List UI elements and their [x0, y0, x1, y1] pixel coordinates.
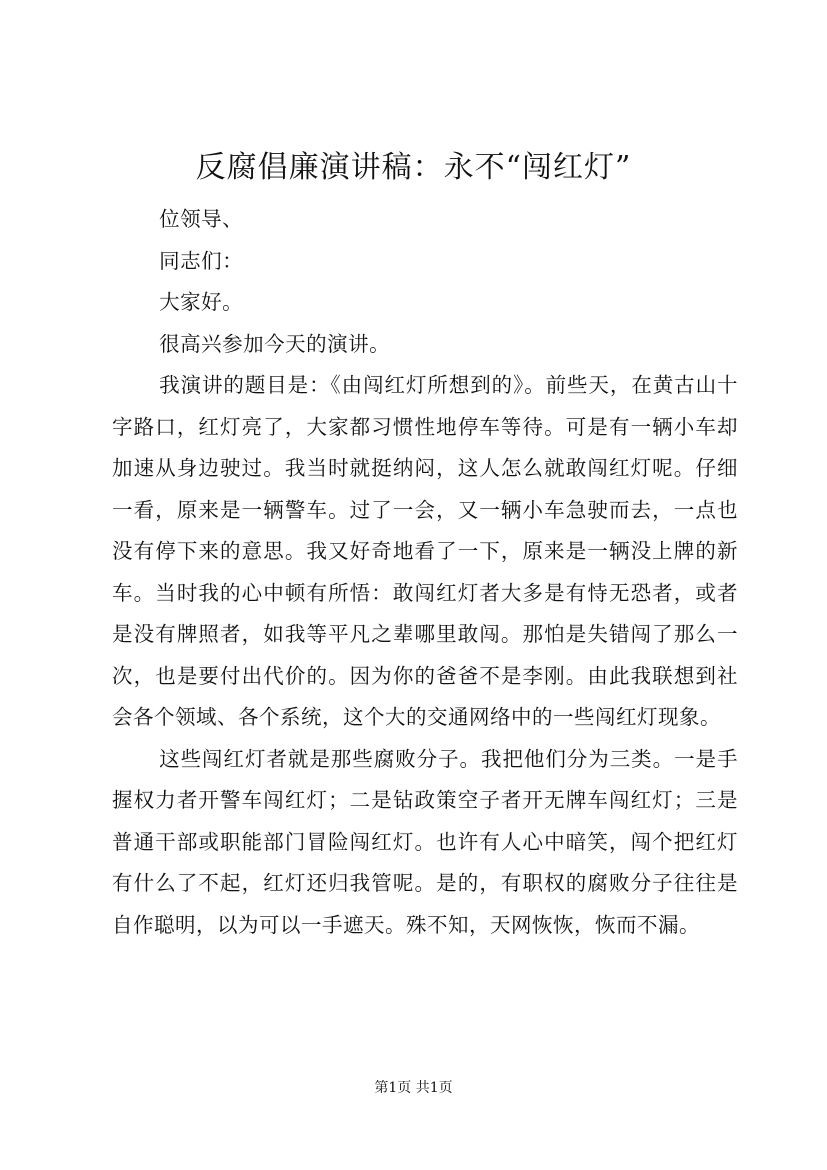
page-footer: 第1页 共1页: [374, 1080, 453, 1096]
document-title: 反腐倡廉演讲稿：永不“闯红灯”: [195, 150, 632, 185]
paragraph: 我演讲的题目是：《由闯红灯所想到的》。前些天，在黄古山十字路口，红灯亮了，大家都习惯性地停车等待。可是有一辆小车却加速从身边驶过。我当时就挺纳闷，这人怎么就敢闯红灯呢。仔细一看，原来是一辆警车。过了一会，又一辆小车急驶而去，一点也没有停下来的意思。我又好奇地看了一下，原来是一辆没上牌的新车。当时我的心中顿有所悟：敢闯红灯者大多是有恃无恐者，或者是没有牌照者，如我等平凡之辈哪里敢闯。那怕是失错闯了那么一次，也是要付出代价的。因为你的爸爸不是李刚。由此我联想到社会各个领域、各个系统，这个大的交通网络中的一些闯红灯现象。: [112, 373, 738, 729]
paragraph: 同志们：: [159, 248, 244, 273]
paragraph: 大家好。: [159, 290, 244, 314]
paragraph: 位领导、: [159, 207, 244, 231]
paragraph: 这些闯红灯者就是那些腐败分子。我把他们分为三类。一是手握权力者开警车闯红灯；二是钻政策空子者开无牌车闯红灯；三是普通干部或职能部门冒险闯红灯。也许有人心中暗笑，闯个把红灯有什么了不起，红灯还归我管呢。是的，有职权的腐败分子往往是自作聪明，以为可以一手遮天。殊不知，天网恢恢，恢而不漏。: [112, 746, 738, 937]
document-body: [112, 199, 738, 946]
paragraph: 很高兴参加今天的演讲。: [159, 331, 391, 356]
